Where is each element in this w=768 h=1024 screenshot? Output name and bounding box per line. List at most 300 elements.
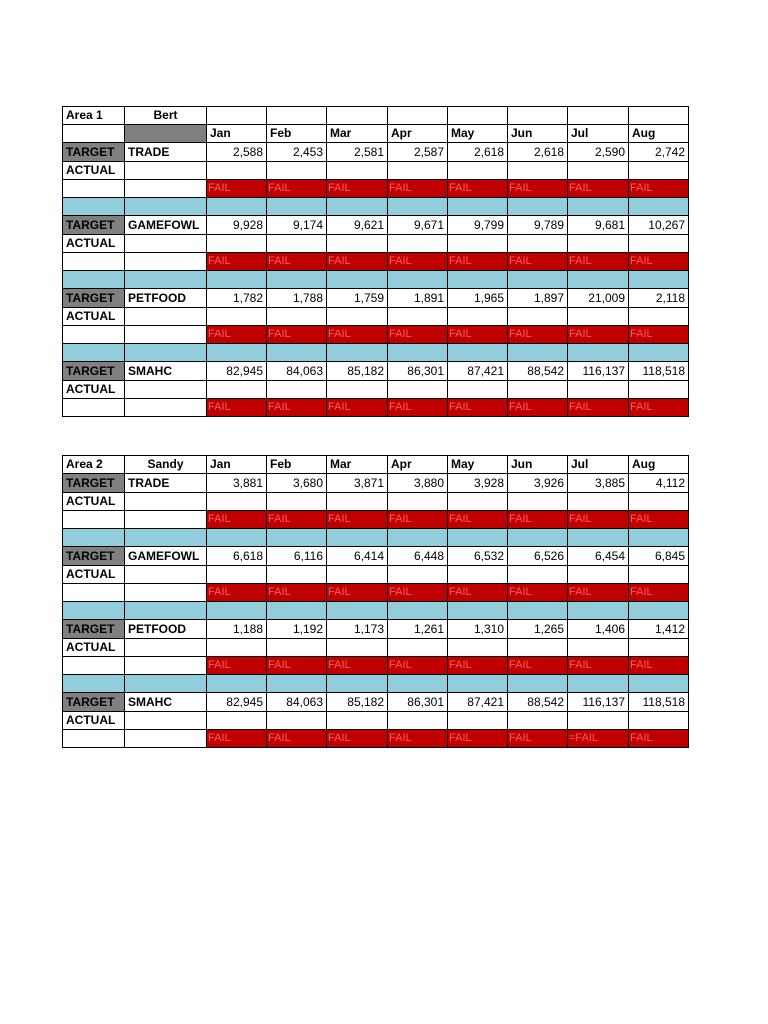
- fail-status[interactable]: FAIL: [327, 180, 388, 198]
- target-value[interactable]: 9,681: [568, 216, 629, 235]
- separator-cell[interactable]: [207, 529, 267, 547]
- separator-cell[interactable]: [568, 602, 629, 620]
- separator-cell[interactable]: [508, 344, 568, 362]
- empty-cell[interactable]: [125, 326, 207, 344]
- target-label[interactable]: TARGET: [63, 547, 125, 566]
- fail-status[interactable]: FAIL: [629, 511, 689, 529]
- actual-value[interactable]: [508, 493, 568, 511]
- empty-cell[interactable]: [448, 107, 508, 125]
- month-header[interactable]: Jun: [508, 125, 568, 143]
- separator-cell[interactable]: [327, 198, 388, 216]
- empty-cell[interactable]: [267, 107, 327, 125]
- separator-cell[interactable]: [267, 198, 327, 216]
- separator-cell[interactable]: [125, 271, 207, 289]
- actual-value[interactable]: [327, 566, 388, 584]
- target-value[interactable]: 9,928: [207, 216, 267, 235]
- month-header[interactable]: Apr: [388, 125, 448, 143]
- actual-value[interactable]: [508, 308, 568, 326]
- fail-status[interactable]: FAIL: [448, 180, 508, 198]
- target-value[interactable]: 1,788: [267, 289, 327, 308]
- fail-status[interactable]: FAIL: [327, 511, 388, 529]
- category-name[interactable]: SMAHC: [125, 693, 207, 712]
- actual-value[interactable]: [448, 639, 508, 657]
- actual-value[interactable]: [568, 162, 629, 180]
- actual-value[interactable]: [508, 381, 568, 399]
- target-value[interactable]: 21,009: [568, 289, 629, 308]
- separator-cell[interactable]: [63, 602, 125, 620]
- empty-cell[interactable]: [125, 730, 207, 748]
- target-value[interactable]: 118,518: [629, 693, 689, 712]
- fail-status[interactable]: FAIL: [207, 253, 267, 271]
- fail-status[interactable]: FAIL: [207, 657, 267, 675]
- actual-value[interactable]: [629, 639, 689, 657]
- separator-cell[interactable]: [125, 198, 207, 216]
- target-label[interactable]: TARGET: [63, 143, 125, 162]
- fail-status[interactable]: FAIL: [327, 253, 388, 271]
- actual-value[interactable]: [267, 235, 327, 253]
- target-value[interactable]: 3,680: [267, 474, 327, 493]
- empty-cell[interactable]: [125, 235, 207, 253]
- fail-status[interactable]: FAIL: [207, 730, 267, 748]
- target-value[interactable]: 84,063: [267, 693, 327, 712]
- separator-cell[interactable]: [629, 344, 689, 362]
- empty-cell[interactable]: [63, 180, 125, 198]
- area-label[interactable]: Area 1: [63, 107, 125, 125]
- separator-cell[interactable]: [448, 271, 508, 289]
- actual-value[interactable]: [207, 639, 267, 657]
- actual-value[interactable]: [448, 162, 508, 180]
- fail-status[interactable]: FAIL: [388, 657, 448, 675]
- fail-status[interactable]: FAIL: [267, 584, 327, 602]
- separator-cell[interactable]: [568, 344, 629, 362]
- fail-status[interactable]: FAIL: [267, 657, 327, 675]
- fail-status[interactable]: FAIL: [267, 253, 327, 271]
- empty-cell[interactable]: [63, 326, 125, 344]
- target-value[interactable]: 2,618: [448, 143, 508, 162]
- empty-cell[interactable]: [125, 639, 207, 657]
- target-value[interactable]: 2,587: [388, 143, 448, 162]
- actual-label[interactable]: ACTUAL: [63, 235, 125, 253]
- separator-cell[interactable]: [327, 675, 388, 693]
- month-header[interactable]: Jul: [568, 125, 629, 143]
- target-label[interactable]: TARGET: [63, 362, 125, 381]
- actual-value[interactable]: [388, 162, 448, 180]
- actual-value[interactable]: [327, 308, 388, 326]
- empty-cell[interactable]: [125, 493, 207, 511]
- actual-label[interactable]: ACTUAL: [63, 493, 125, 511]
- fail-status[interactable]: FAIL: [388, 511, 448, 529]
- separator-cell[interactable]: [207, 602, 267, 620]
- separator-cell[interactable]: [267, 675, 327, 693]
- separator-cell[interactable]: [629, 602, 689, 620]
- target-value[interactable]: 2,742: [629, 143, 689, 162]
- fail-status[interactable]: FAIL: [207, 584, 267, 602]
- actual-value[interactable]: [448, 493, 508, 511]
- fail-status[interactable]: FAIL: [267, 399, 327, 417]
- actual-value[interactable]: [508, 639, 568, 657]
- empty-cell[interactable]: [125, 381, 207, 399]
- actual-value[interactable]: [388, 235, 448, 253]
- fail-status[interactable]: FAIL: [568, 253, 629, 271]
- actual-label[interactable]: ACTUAL: [63, 381, 125, 399]
- empty-cell[interactable]: [125, 511, 207, 529]
- target-value[interactable]: 3,926: [508, 474, 568, 493]
- fail-status[interactable]: FAIL: [388, 180, 448, 198]
- target-value[interactable]: 1,265: [508, 620, 568, 639]
- fail-status[interactable]: FAIL: [448, 253, 508, 271]
- separator-cell[interactable]: [267, 602, 327, 620]
- target-label[interactable]: TARGET: [63, 474, 125, 493]
- fail-status[interactable]: FAIL: [448, 657, 508, 675]
- separator-cell[interactable]: [629, 198, 689, 216]
- actual-value[interactable]: [327, 162, 388, 180]
- target-value[interactable]: 1,310: [448, 620, 508, 639]
- month-header[interactable]: Jul: [568, 456, 629, 474]
- fail-status[interactable]: FAIL: [207, 399, 267, 417]
- fail-status[interactable]: FAIL: [388, 253, 448, 271]
- month-header[interactable]: Feb: [267, 125, 327, 143]
- separator-cell[interactable]: [125, 675, 207, 693]
- actual-value[interactable]: [267, 639, 327, 657]
- fail-status[interactable]: FAIL: [568, 511, 629, 529]
- fail-status[interactable]: FAIL: [508, 584, 568, 602]
- fail-status[interactable]: FAIL: [388, 730, 448, 748]
- actual-value[interactable]: [388, 308, 448, 326]
- separator-cell[interactable]: [448, 198, 508, 216]
- actual-value[interactable]: [327, 493, 388, 511]
- separator-cell[interactable]: [568, 529, 629, 547]
- fail-status[interactable]: FAIL: [448, 399, 508, 417]
- separator-cell[interactable]: [629, 529, 689, 547]
- actual-value[interactable]: [267, 712, 327, 730]
- empty-cell[interactable]: [568, 107, 629, 125]
- empty-cell[interactable]: [207, 107, 267, 125]
- target-value[interactable]: 1,891: [388, 289, 448, 308]
- separator-cell[interactable]: [207, 344, 267, 362]
- grey-header-cell[interactable]: [125, 125, 207, 143]
- fail-status[interactable]: FAIL: [629, 399, 689, 417]
- fail-status[interactable]: FAIL: [327, 326, 388, 344]
- actual-value[interactable]: [207, 712, 267, 730]
- separator-cell[interactable]: [629, 675, 689, 693]
- person-name[interactable]: Bert: [125, 107, 207, 125]
- month-header[interactable]: May: [448, 456, 508, 474]
- separator-cell[interactable]: [63, 529, 125, 547]
- target-value[interactable]: 1,192: [267, 620, 327, 639]
- fail-status[interactable]: FAIL: [629, 657, 689, 675]
- actual-value[interactable]: [388, 712, 448, 730]
- target-value[interactable]: 1,759: [327, 289, 388, 308]
- target-value[interactable]: 86,301: [388, 362, 448, 381]
- empty-cell[interactable]: [63, 253, 125, 271]
- actual-value[interactable]: [508, 162, 568, 180]
- actual-value[interactable]: [388, 493, 448, 511]
- actual-value[interactable]: [568, 712, 629, 730]
- actual-value[interactable]: [629, 308, 689, 326]
- separator-cell[interactable]: [327, 529, 388, 547]
- target-value[interactable]: 88,542: [508, 362, 568, 381]
- actual-value[interactable]: [568, 493, 629, 511]
- actual-value[interactable]: [327, 639, 388, 657]
- category-name[interactable]: TRADE: [125, 143, 207, 162]
- separator-cell[interactable]: [388, 529, 448, 547]
- empty-cell[interactable]: [125, 253, 207, 271]
- fail-status[interactable]: FAIL: [508, 657, 568, 675]
- target-value[interactable]: 6,116: [267, 547, 327, 566]
- actual-value[interactable]: [207, 308, 267, 326]
- fail-status[interactable]: FAIL: [388, 326, 448, 344]
- month-header[interactable]: Mar: [327, 456, 388, 474]
- target-value[interactable]: 6,454: [568, 547, 629, 566]
- separator-cell[interactable]: [448, 344, 508, 362]
- fail-status[interactable]: FAIL: [508, 180, 568, 198]
- separator-cell[interactable]: [267, 529, 327, 547]
- target-value[interactable]: 9,671: [388, 216, 448, 235]
- separator-cell[interactable]: [508, 271, 568, 289]
- target-value[interactable]: 3,928: [448, 474, 508, 493]
- separator-cell[interactable]: [327, 344, 388, 362]
- empty-cell[interactable]: [508, 107, 568, 125]
- separator-cell[interactable]: [327, 602, 388, 620]
- fail-status[interactable]: FAIL: [207, 180, 267, 198]
- separator-cell[interactable]: [207, 675, 267, 693]
- empty-cell[interactable]: [63, 399, 125, 417]
- actual-label[interactable]: ACTUAL: [63, 162, 125, 180]
- separator-cell[interactable]: [267, 344, 327, 362]
- target-value[interactable]: 116,137: [568, 693, 629, 712]
- target-label[interactable]: TARGET: [63, 620, 125, 639]
- empty-cell[interactable]: [388, 107, 448, 125]
- fail-status[interactable]: FAIL: [448, 326, 508, 344]
- separator-cell[interactable]: [63, 675, 125, 693]
- actual-value[interactable]: [207, 381, 267, 399]
- empty-cell[interactable]: [63, 511, 125, 529]
- actual-value[interactable]: [388, 381, 448, 399]
- actual-value[interactable]: [448, 712, 508, 730]
- target-value[interactable]: 1,782: [207, 289, 267, 308]
- target-value[interactable]: 1,897: [508, 289, 568, 308]
- separator-cell[interactable]: [388, 675, 448, 693]
- actual-value[interactable]: [448, 381, 508, 399]
- actual-value[interactable]: [508, 235, 568, 253]
- separator-cell[interactable]: [267, 271, 327, 289]
- actual-value[interactable]: [207, 235, 267, 253]
- target-value[interactable]: 6,845: [629, 547, 689, 566]
- target-value[interactable]: 85,182: [327, 693, 388, 712]
- actual-label[interactable]: ACTUAL: [63, 639, 125, 657]
- actual-value[interactable]: [629, 566, 689, 584]
- category-name[interactable]: TRADE: [125, 474, 207, 493]
- actual-label[interactable]: ACTUAL: [63, 712, 125, 730]
- target-value[interactable]: 1,965: [448, 289, 508, 308]
- separator-cell[interactable]: [388, 344, 448, 362]
- actual-value[interactable]: [267, 162, 327, 180]
- target-value[interactable]: 9,789: [508, 216, 568, 235]
- target-value[interactable]: 6,414: [327, 547, 388, 566]
- fail-status[interactable]: FAIL: [629, 253, 689, 271]
- separator-cell[interactable]: [207, 198, 267, 216]
- target-value[interactable]: 10,267: [629, 216, 689, 235]
- separator-cell[interactable]: [63, 344, 125, 362]
- fail-status[interactable]: FAIL: [629, 180, 689, 198]
- area-label[interactable]: Area 2: [63, 456, 125, 474]
- target-value[interactable]: 3,871: [327, 474, 388, 493]
- fail-status[interactable]: FAIL: [267, 511, 327, 529]
- target-value[interactable]: 1,173: [327, 620, 388, 639]
- separator-cell[interactable]: [629, 271, 689, 289]
- separator-cell[interactable]: [448, 602, 508, 620]
- fail-status[interactable]: FAIL: [629, 584, 689, 602]
- fail-status[interactable]: FAIL: [327, 399, 388, 417]
- fail-status[interactable]: FAIL: [568, 657, 629, 675]
- separator-cell[interactable]: [508, 198, 568, 216]
- fail-status[interactable]: FAIL: [508, 399, 568, 417]
- category-name[interactable]: PETFOOD: [125, 620, 207, 639]
- target-value[interactable]: 1,188: [207, 620, 267, 639]
- target-value[interactable]: 85,182: [327, 362, 388, 381]
- category-name[interactable]: GAMEFOWL: [125, 547, 207, 566]
- target-value[interactable]: 118,518: [629, 362, 689, 381]
- actual-value[interactable]: [629, 235, 689, 253]
- actual-value[interactable]: [448, 308, 508, 326]
- empty-cell[interactable]: [125, 399, 207, 417]
- actual-value[interactable]: [568, 639, 629, 657]
- month-header[interactable]: Mar: [327, 125, 388, 143]
- actual-value[interactable]: [629, 162, 689, 180]
- actual-value[interactable]: [629, 381, 689, 399]
- target-value[interactable]: 82,945: [207, 693, 267, 712]
- fail-status[interactable]: FAIL: [388, 584, 448, 602]
- target-value[interactable]: 9,799: [448, 216, 508, 235]
- fail-status[interactable]: FAIL: [327, 584, 388, 602]
- empty-cell[interactable]: [327, 107, 388, 125]
- actual-value[interactable]: [267, 493, 327, 511]
- target-value[interactable]: 87,421: [448, 693, 508, 712]
- empty-cell[interactable]: [125, 584, 207, 602]
- actual-value[interactable]: [508, 566, 568, 584]
- separator-cell[interactable]: [125, 344, 207, 362]
- actual-value[interactable]: [448, 235, 508, 253]
- fail-status[interactable]: FAIL: [327, 657, 388, 675]
- target-value[interactable]: 6,526: [508, 547, 568, 566]
- target-value[interactable]: 2,118: [629, 289, 689, 308]
- category-name[interactable]: GAMEFOWL: [125, 216, 207, 235]
- separator-cell[interactable]: [63, 271, 125, 289]
- target-label[interactable]: TARGET: [63, 216, 125, 235]
- empty-cell[interactable]: [125, 162, 207, 180]
- empty-cell[interactable]: [63, 125, 125, 143]
- target-value[interactable]: 2,581: [327, 143, 388, 162]
- target-value[interactable]: 3,881: [207, 474, 267, 493]
- separator-cell[interactable]: [388, 198, 448, 216]
- separator-cell[interactable]: [388, 271, 448, 289]
- person-name[interactable]: Sandy: [125, 456, 207, 474]
- fail-status[interactable]: FAIL: [207, 511, 267, 529]
- target-value[interactable]: 3,885: [568, 474, 629, 493]
- separator-cell[interactable]: [207, 271, 267, 289]
- target-value[interactable]: 4,112: [629, 474, 689, 493]
- actual-value[interactable]: [327, 235, 388, 253]
- fail-status[interactable]: FAIL: [568, 399, 629, 417]
- separator-cell[interactable]: [63, 198, 125, 216]
- separator-cell[interactable]: [125, 529, 207, 547]
- target-value[interactable]: 1,261: [388, 620, 448, 639]
- fail-status[interactable]: FAIL: [207, 326, 267, 344]
- target-value[interactable]: 2,618: [508, 143, 568, 162]
- separator-cell[interactable]: [327, 271, 388, 289]
- actual-value[interactable]: [267, 381, 327, 399]
- actual-value[interactable]: [388, 566, 448, 584]
- empty-cell[interactable]: [125, 712, 207, 730]
- separator-cell[interactable]: [448, 529, 508, 547]
- actual-value[interactable]: [327, 712, 388, 730]
- empty-cell[interactable]: [125, 180, 207, 198]
- actual-value[interactable]: [629, 712, 689, 730]
- fail-status[interactable]: FAIL: [327, 730, 388, 748]
- month-header[interactable]: Jun: [508, 456, 568, 474]
- actual-value[interactable]: [207, 493, 267, 511]
- actual-value[interactable]: [327, 381, 388, 399]
- empty-cell[interactable]: [125, 566, 207, 584]
- fail-status[interactable]: FAIL: [629, 326, 689, 344]
- target-value[interactable]: 84,063: [267, 362, 327, 381]
- separator-cell[interactable]: [568, 198, 629, 216]
- separator-cell[interactable]: [508, 602, 568, 620]
- target-value[interactable]: 9,174: [267, 216, 327, 235]
- separator-cell[interactable]: [568, 675, 629, 693]
- month-header[interactable]: May: [448, 125, 508, 143]
- empty-cell[interactable]: [125, 657, 207, 675]
- fail-status[interactable]: FAIL: [508, 511, 568, 529]
- category-name[interactable]: PETFOOD: [125, 289, 207, 308]
- actual-label[interactable]: ACTUAL: [63, 566, 125, 584]
- target-value[interactable]: 88,542: [508, 693, 568, 712]
- target-value[interactable]: 2,588: [207, 143, 267, 162]
- fail-status[interactable]: FAIL: [267, 326, 327, 344]
- separator-cell[interactable]: [125, 602, 207, 620]
- actual-value[interactable]: [207, 566, 267, 584]
- target-value[interactable]: 6,618: [207, 547, 267, 566]
- fail-status[interactable]: FAIL: [568, 584, 629, 602]
- category-name[interactable]: SMAHC: [125, 362, 207, 381]
- empty-cell[interactable]: [63, 730, 125, 748]
- fail-status[interactable]: FAIL: [448, 584, 508, 602]
- fail-status[interactable]: FAIL: [267, 180, 327, 198]
- month-header[interactable]: Feb: [267, 456, 327, 474]
- target-value[interactable]: 87,421: [448, 362, 508, 381]
- target-value[interactable]: 116,137: [568, 362, 629, 381]
- actual-value[interactable]: [568, 308, 629, 326]
- target-value[interactable]: 2,453: [267, 143, 327, 162]
- empty-cell[interactable]: [125, 308, 207, 326]
- separator-cell[interactable]: [568, 271, 629, 289]
- fail-status[interactable]: FAIL: [267, 730, 327, 748]
- actual-label[interactable]: ACTUAL: [63, 308, 125, 326]
- month-header[interactable]: Apr: [388, 456, 448, 474]
- target-value[interactable]: 9,621: [327, 216, 388, 235]
- fail-status[interactable]: FAIL: [448, 730, 508, 748]
- actual-value[interactable]: [568, 566, 629, 584]
- target-value[interactable]: 1,406: [568, 620, 629, 639]
- fail-status[interactable]: FAIL: [388, 399, 448, 417]
- separator-cell[interactable]: [508, 675, 568, 693]
- actual-value[interactable]: [207, 162, 267, 180]
- fail-status[interactable]: FAIL: [568, 180, 629, 198]
- actual-value[interactable]: [267, 566, 327, 584]
- empty-cell[interactable]: [63, 657, 125, 675]
- fail-status[interactable]: FAIL: [508, 730, 568, 748]
- target-value[interactable]: 1,412: [629, 620, 689, 639]
